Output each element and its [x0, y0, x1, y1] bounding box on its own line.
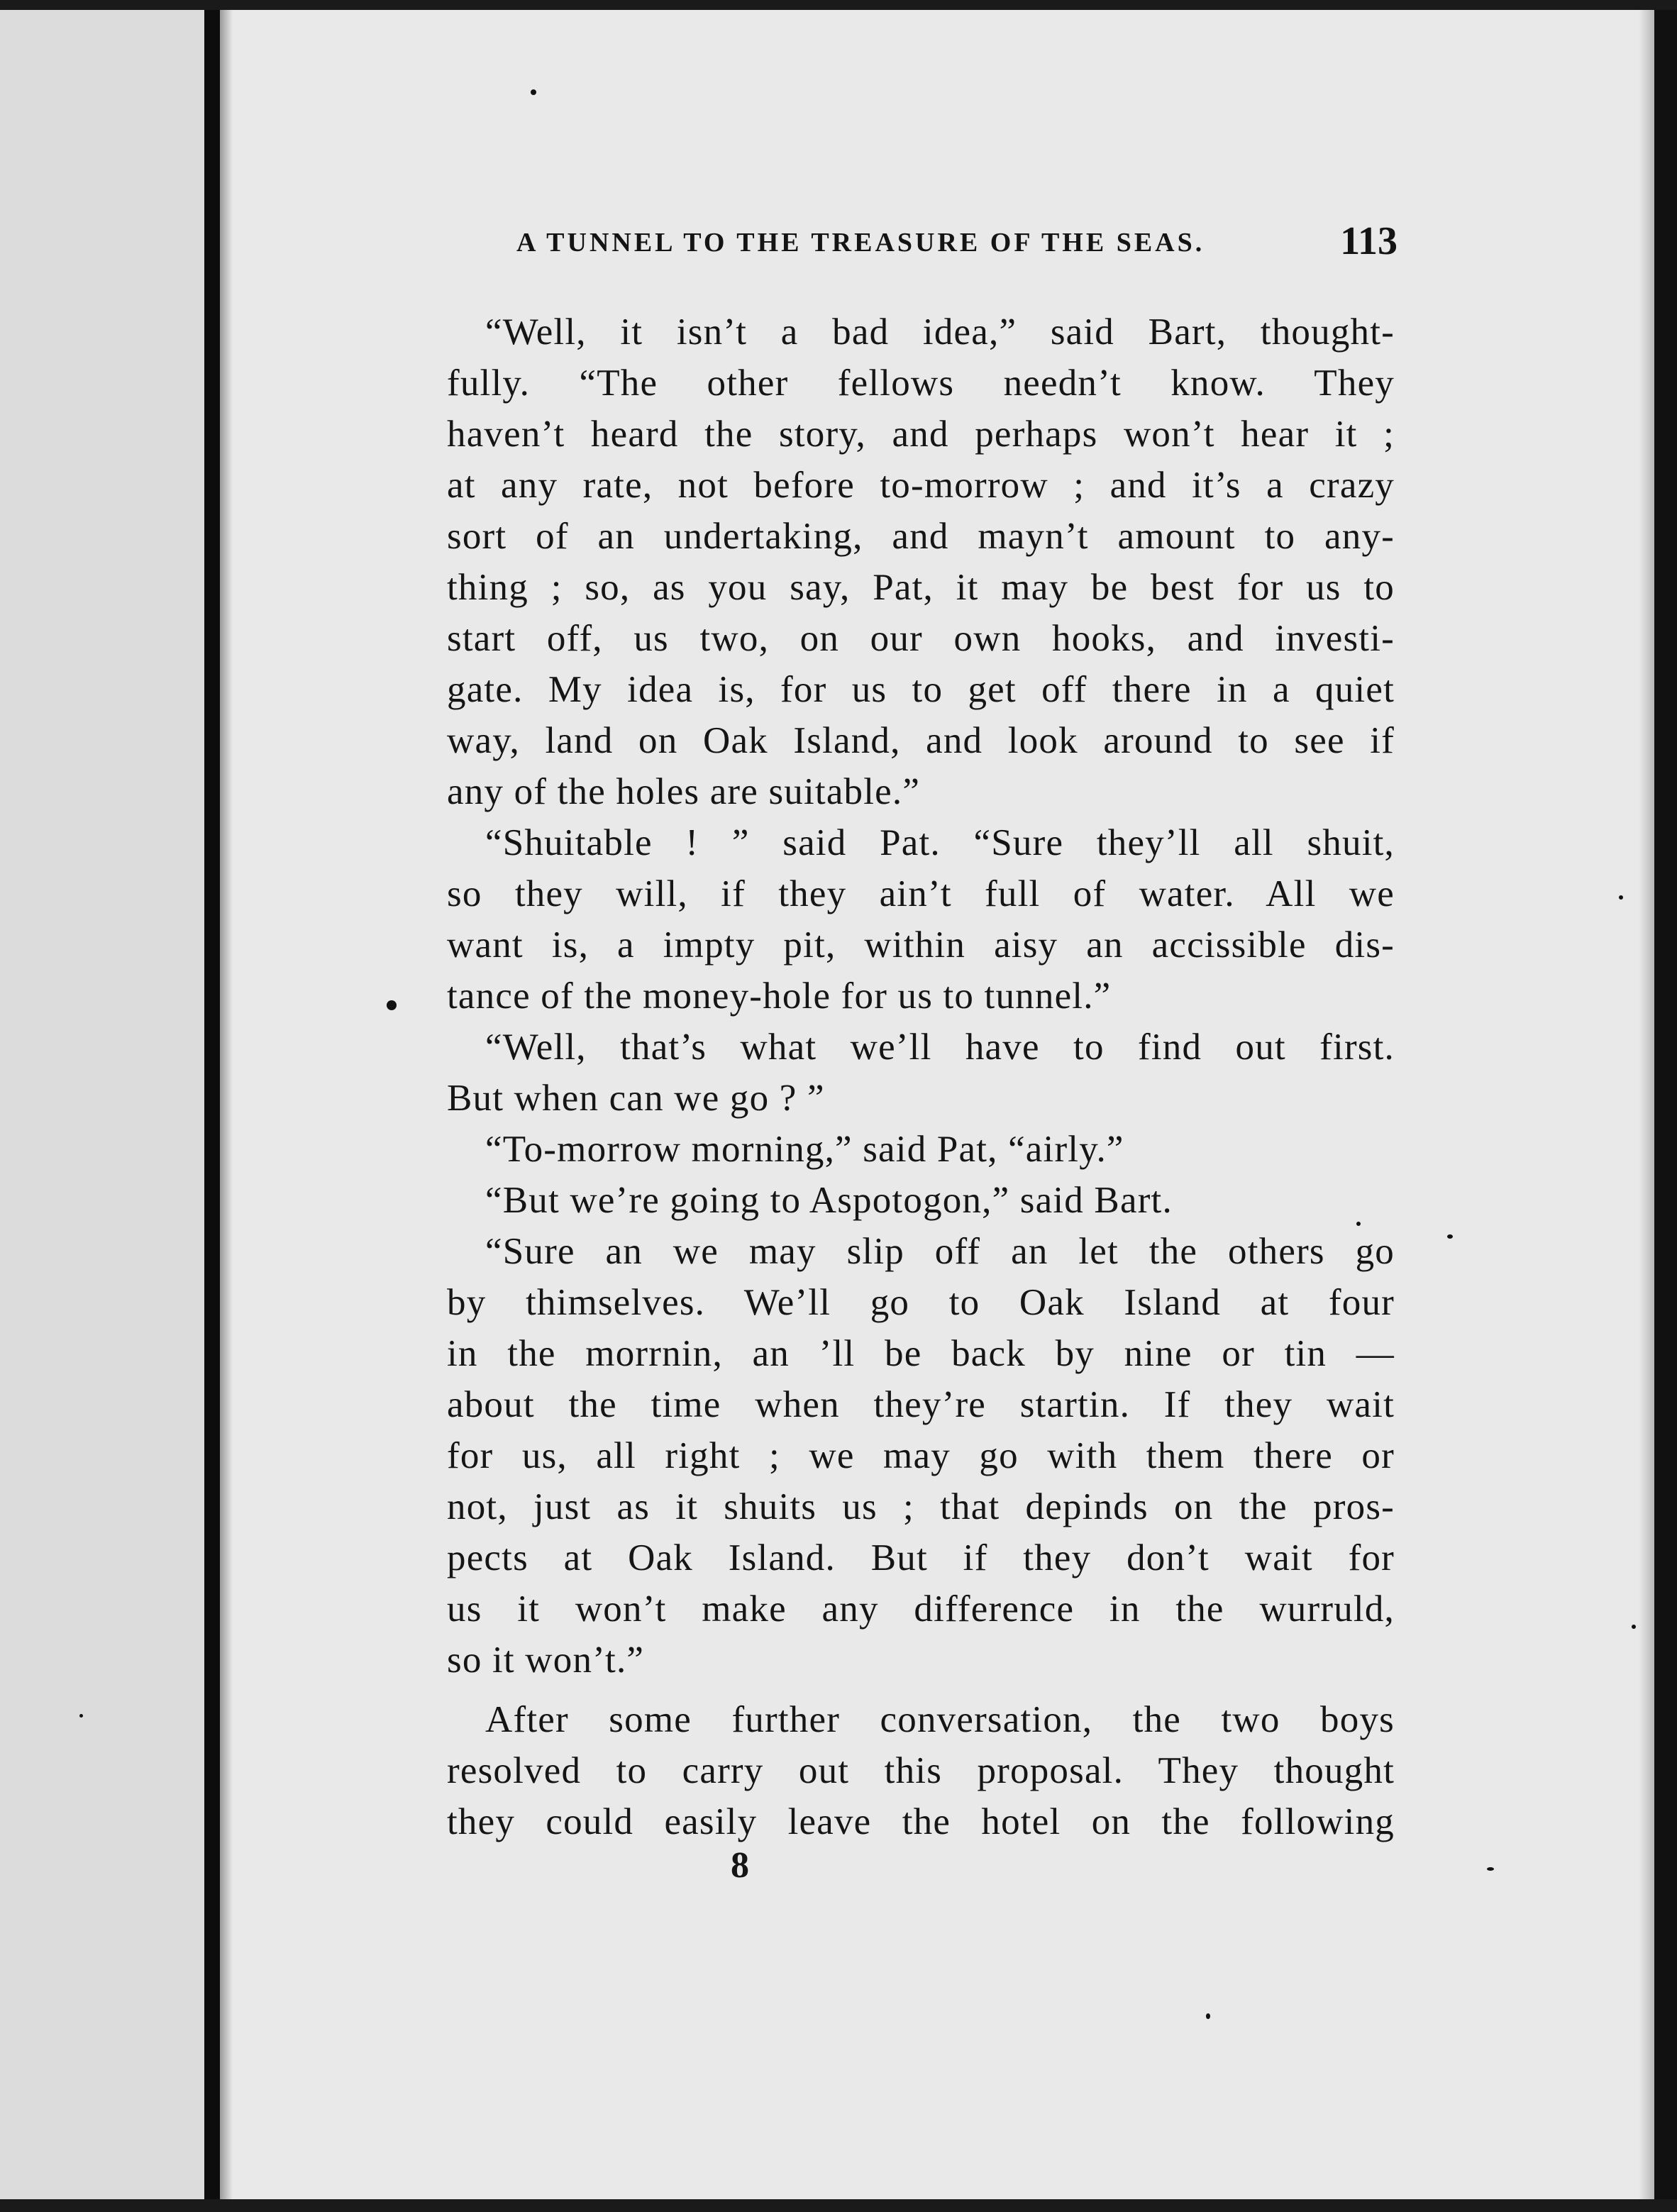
paragraph-gap [447, 1686, 1395, 1694]
text-line: in the morrnin, an ’ll be back by nine or tin — [447, 1333, 1395, 1374]
text-line: tance of the money-hole for us to tunnel.” [447, 975, 1112, 1017]
gutter-shadow [220, 0, 233, 2212]
text-line: thing ; so, as you say, Pat, it may be best for us to [447, 567, 1395, 608]
text-line: not, just as it shuits us ; that depinds on the pros- [447, 1486, 1395, 1527]
running-head-title: A TUNNEL TO THE TREASURE OF THE SEAS. [516, 228, 1205, 258]
text-line: so they will, if they ain’t full of water. All we [447, 873, 1395, 914]
binding-gutter [204, 0, 220, 2212]
text-line: resolved to carry out this proposal. They thought [447, 1750, 1395, 1791]
text-line: fully. “The other fellows needn’t know. They [447, 363, 1395, 404]
scan-speck [387, 1000, 397, 1010]
scan-speck [1487, 1867, 1494, 1871]
text-line: gate. My idea is, for us to get off there in a quiet [447, 669, 1395, 710]
scan-speck [1619, 895, 1623, 900]
text-line: “Sure an we may slip off an let the others go [485, 1231, 1395, 1272]
text-line: any of the holes are suitable.” [447, 771, 921, 812]
text-line: sort of an undertaking, and mayn’t amount to any- [447, 516, 1395, 557]
text-line: “Well, that’s what we’ll have to find out first. [485, 1027, 1395, 1068]
text-line: pects at Oak Island. But if they don’t wait for [447, 1537, 1395, 1578]
facing-page-edge [0, 0, 204, 2212]
scan-speck [1206, 2013, 1210, 2019]
scan-speck [1632, 1625, 1636, 1629]
text-line: haven’t heard the story, and perhaps won’t hear it ; [447, 414, 1395, 455]
top-scan-edge [0, 0, 1677, 10]
bottom-scan-edge [0, 2199, 1677, 2212]
scan-speck [79, 1714, 83, 1718]
text-line: “Shuitable ! ” said Pat. “Sure they’ll all shuit, [485, 822, 1395, 863]
scan-speck [531, 89, 536, 95]
running-head [447, 210, 1398, 274]
text-line: want is, a impty pit, within aisy an accissible dis- [447, 924, 1395, 966]
right-edge-shadow [1639, 0, 1654, 2212]
text-line: “Well, it isn’t a bad idea,” said Bart, thought- [485, 311, 1395, 353]
text-line: “But we’re going to Aspotogon,” said Bart. [485, 1180, 1173, 1221]
text-line: so it won’t.” [447, 1639, 645, 1681]
text-line: But when can we go ? ” [447, 1078, 825, 1119]
scan-speck [1447, 1234, 1453, 1239]
text-line: “To-morrow morning,” said Pat, “airly.” [485, 1129, 1124, 1170]
page-number: 113 [1340, 219, 1398, 263]
text-line: us it won’t make any difference in the wurruld, [447, 1588, 1395, 1630]
text-line: After some further conversation, the two boys [485, 1699, 1395, 1740]
signature-mark: 8 [731, 1845, 749, 1886]
text-line: they could easily leave the hotel on the following [447, 1801, 1395, 1842]
text-line: for us, all right ; we may go with them there or [447, 1435, 1395, 1476]
text-line: about the time when they’re startin. If they wait [447, 1384, 1395, 1425]
text-line: way, land on Oak Island, and look around to see if [447, 720, 1395, 761]
text-line: at any rate, not before to-morrow ; and it’s a crazy [447, 465, 1395, 506]
text-line: start off, us two, on our own hooks, and investi- [447, 618, 1395, 659]
body-text [447, 306, 1395, 1847]
text-line: by thimselves. We’ll go to Oak Island at four [447, 1282, 1395, 1323]
right-page-edge [1654, 0, 1677, 2212]
